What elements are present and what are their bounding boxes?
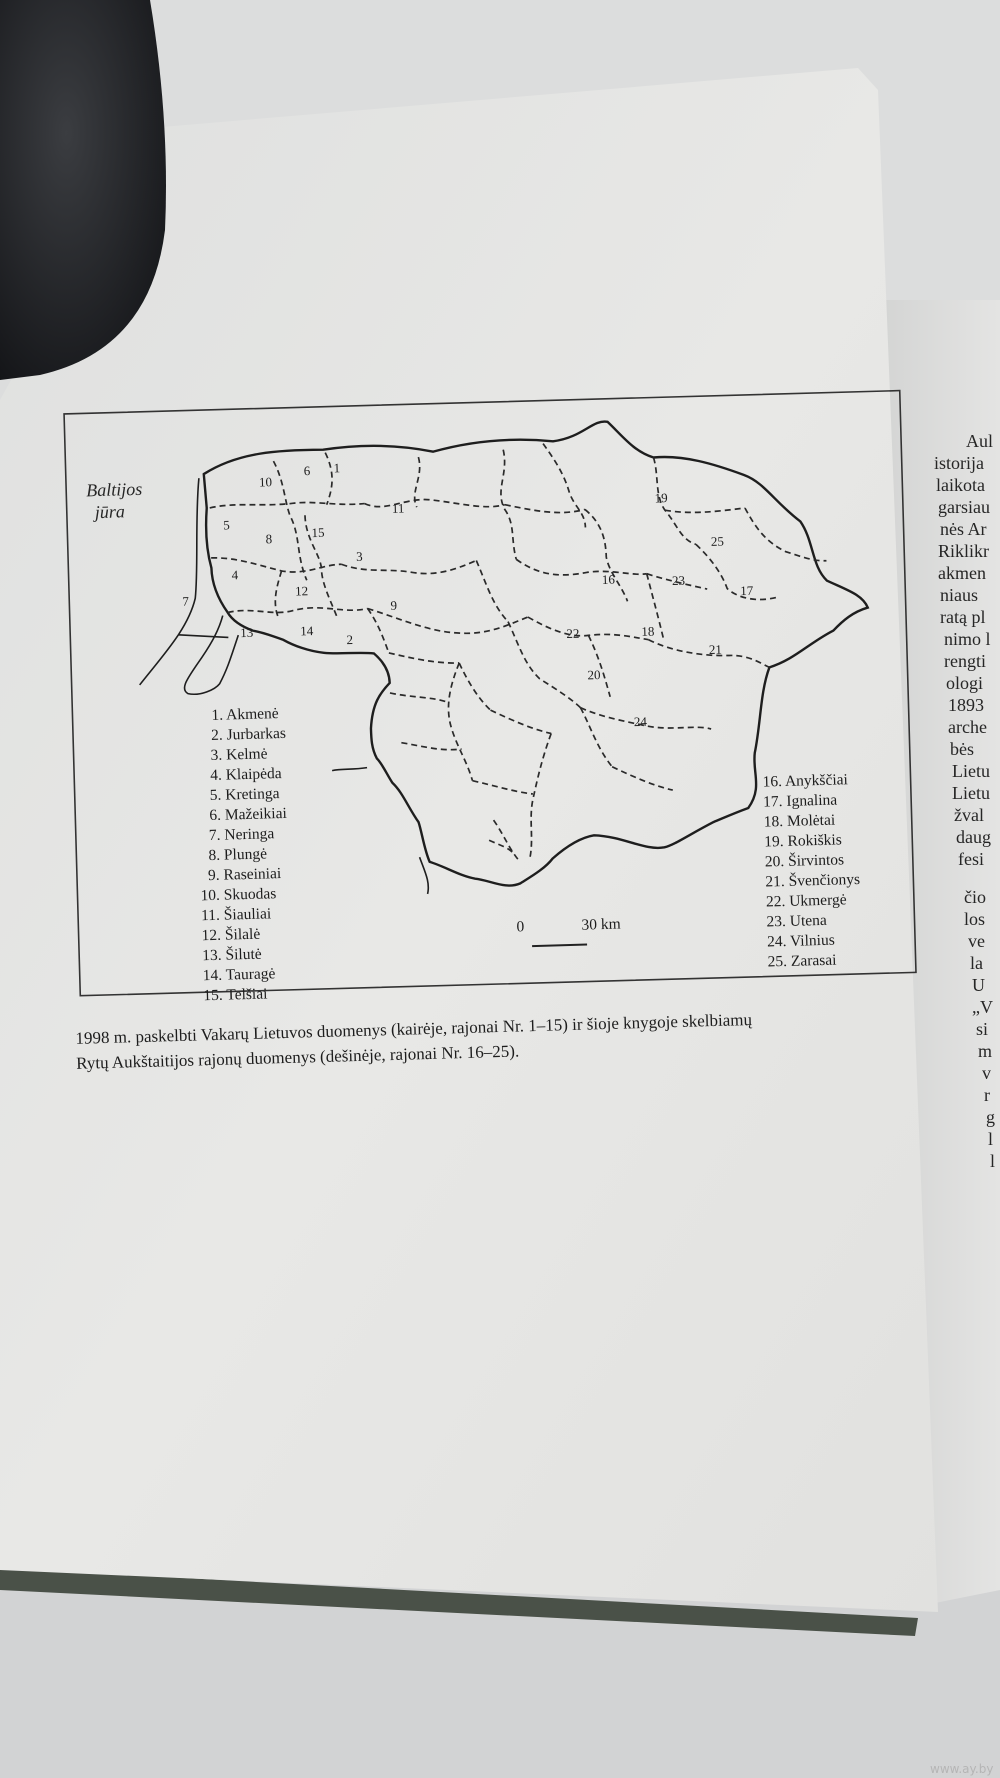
region-number: 8 [265,531,273,547]
sea-label-line2: jūra [94,501,126,523]
spit-outline [134,478,205,685]
adjacent-line: r [984,1085,990,1105]
adjacent-line: garsiau [938,497,990,517]
region-number: 7 [182,593,190,609]
adjacent-line: l [990,1151,996,1171]
adjacent-line: Aul [966,431,993,451]
region-number: 13 [240,624,254,641]
adjacent-page-text [930,430,995,1172]
watermark: www.ay.by [930,1762,994,1776]
adjacent-line: m [978,1041,993,1061]
adjacent-line: bės [950,739,974,759]
legend-item: 25. Zarasai [767,951,837,971]
adjacent-line: los [964,909,986,929]
region-number: 10 [258,474,273,490]
legend-item: 6. Mažeikiai [209,804,288,825]
legend-item: 11. Šiauliai [200,905,272,925]
legend-item: 15. Telšiai [203,985,268,1005]
sea-label-line1: Baltijos [85,478,143,501]
adjacent-line: la [970,953,983,973]
scale-label: 30 km [581,915,621,934]
region-number: 16 [601,571,616,587]
adjacent-line: si [976,1019,989,1039]
adjacent-line: niaus [940,585,978,605]
region-number: 6 [303,463,311,479]
adjacent-line: Lietu [952,783,990,803]
region-number: 11 [391,500,405,516]
legend-item: 8. Plungė [208,845,268,865]
adjacent-line: nimo l [944,629,991,649]
region-number: 25 [710,533,725,549]
adjacent-line: žval [954,805,984,825]
region-number: 19 [654,490,668,506]
region-number: 24 [633,713,648,730]
region-number: 17 [740,582,754,599]
caption-line: 1998 m. paskelbti Vakarų Lietuvos duomenys (kairėje, rajonai Nr. 1–15) ir šioje knygoje skelbiamų [75,1009,753,1048]
adjacent-line: l [988,1129,994,1149]
adjacent-line: istorija [934,453,984,473]
adjacent-line: ologi [946,673,984,693]
legend-item: 13. Šilutė [202,945,262,965]
region-number: 18 [641,623,655,639]
region-number: 4 [231,567,239,583]
legend-item: 9. Raseiniai [207,865,282,885]
adjacent-line: arche [948,717,987,737]
region-number: 22 [566,625,580,642]
region-number: 20 [587,667,601,683]
adjacent-line: „V [972,997,993,1017]
adjacent-line: rengti [944,651,986,671]
adjacent-line: nės Ar [940,519,987,539]
adjacent-line: akmen [938,563,986,583]
region-number: 21 [708,641,723,658]
caption-line: Rytų Aukštaitijos rajonų duomenys (dešinėje, rajonai Nr. 16–25). [75,1041,520,1073]
adjacent-line: 1893 [948,695,984,715]
legend-item: 16. Anykščiai [762,771,849,791]
adjacent-line: laikota [936,475,985,495]
legend-right [762,770,862,973]
legend-item: 3. Kelmė [210,745,268,764]
region-number: 12 [294,583,309,599]
legend-item: 18. Molėtai [763,811,836,831]
adjacent-line: Riklikr [938,541,990,561]
region-number: 1 [333,460,341,476]
adjacent-line: fesi [958,849,984,869]
adjacent-line: ve [968,931,985,951]
adjacent-line: U [972,975,985,995]
legend-item: 20. Širvintos [764,851,845,871]
figure-caption [75,1007,753,1076]
region-number: 9 [390,597,398,613]
region-number: 23 [671,572,686,589]
legend-item: 22. Ukmergė [765,891,847,911]
region-number: 15 [311,524,325,541]
region-number: 5 [223,517,230,533]
legend-item: 2. Jurbarkas [210,724,287,744]
map-figure [62,384,1000,1312]
scale-zero: 0 [516,918,525,936]
legend-item: 17. Ignalina [762,791,838,811]
legend-item: 1. Akmenė [211,705,279,724]
adjacent-line: g [986,1107,995,1127]
legend-item: 12. Šilalė [201,925,261,945]
legend-item: 7. Neringa [208,825,275,845]
legend-item: 14. Tauragė [202,965,276,985]
legend-item: 10. Skuodas [200,885,277,905]
adjacent-line: v [982,1063,991,1083]
legend-item: 24. Vilnius [766,931,835,951]
legend-item: 21. Švenčionys [765,870,861,891]
legend-item: 23. Utena [766,911,827,931]
region-number: 3 [355,548,363,564]
legend-item: 4. Klaipėda [209,765,282,785]
region-number: 14 [299,623,314,639]
region-number: 2 [346,631,354,648]
legend-item: 19. Rokiškis [764,831,843,851]
adjacent-line: daug [956,827,991,847]
legend-left [195,704,293,1006]
adjacent-line: Lietu [952,761,990,781]
adjacent-line: ratą pl [940,607,986,627]
adjacent-line: čio [964,887,986,907]
legend-item: 5. Kretinga [209,785,280,805]
